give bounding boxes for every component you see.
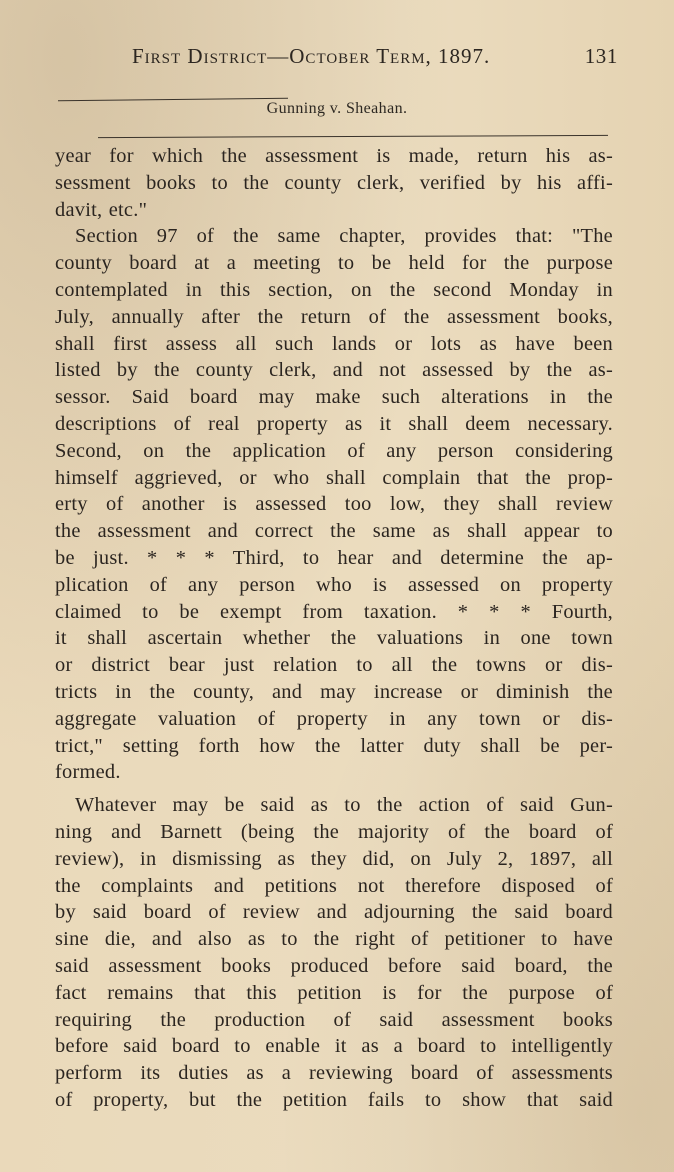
text-line: trict," setting forth how the latter duty shall be per- bbox=[55, 734, 613, 757]
text-line: formed. bbox=[55, 761, 121, 784]
text-line: July, annually after the return of the assessment books, bbox=[55, 305, 613, 328]
text-line: by said board of review and adjourning the said board bbox=[55, 901, 613, 924]
text-line: sessor. Said board may make such alterations in the bbox=[55, 386, 613, 409]
text-line: sessment books to the county clerk, verified by his affi- bbox=[55, 171, 613, 194]
text-line: shall first assess all such lands or lots as have been bbox=[55, 332, 613, 355]
paragraph-start-line: Section 97 of the same chapter, provides that: "The bbox=[75, 225, 613, 248]
text-line: county board at a meeting to be held for the purpose bbox=[55, 252, 613, 275]
case-title: Gunning v. Sheahan. bbox=[266, 100, 408, 117]
text-line: the assessment and correct the same as shall appear to bbox=[55, 520, 613, 543]
running-head bbox=[132, 44, 618, 74]
text-line: review), in dismissing as they did, on July 2, 1897, all bbox=[55, 847, 613, 870]
text-line: sine die, and also as to the right of petitioner to have bbox=[55, 928, 613, 951]
text-line: before said board to enable it as a board to intelligently bbox=[55, 1035, 613, 1058]
text-line: descriptions of real property as it shall deem necessary. bbox=[55, 412, 613, 435]
text-line: be just. * * * Third, to hear and determine the ap- bbox=[55, 546, 613, 569]
text-line: erty of another is assessed too low, they shall review bbox=[55, 493, 613, 516]
text-line: requiring the production of said assessment books bbox=[55, 1008, 613, 1031]
text-line: claimed to be exempt from taxation. * * * Fourth, bbox=[55, 600, 613, 623]
text-line: ning and Barnett (being the majority of the board of bbox=[55, 820, 613, 843]
text-line: himself aggrieved, or who shall complain that the prop- bbox=[55, 466, 613, 489]
text-line: it shall ascertain whether the valuations in one town bbox=[55, 627, 613, 650]
page-number: 131 bbox=[584, 44, 618, 68]
text-line: plication of any person who is assessed on property bbox=[55, 573, 613, 596]
text-line: or district bear just relation to all the towns or dis- bbox=[55, 654, 613, 677]
text-line: year for which the assessment is made, return his as- bbox=[55, 145, 613, 167]
header-rule-lower bbox=[98, 135, 608, 138]
text-line: aggregate valuation of property in any town or dis- bbox=[55, 707, 613, 730]
text-line: of property, but the petition fails to show that said bbox=[55, 1088, 613, 1111]
paragraph-start-line: Whatever may be said as to the action of said Gun- bbox=[75, 794, 613, 817]
text-line: davit, etc." bbox=[55, 198, 148, 221]
text-line: the complaints and petitions not therefore disposed of bbox=[55, 874, 613, 897]
text-line: tricts in the county, and may increase or diminish the bbox=[55, 680, 613, 703]
running-title: First District—October Term, 1897. bbox=[132, 44, 491, 68]
text-line: Second, on the application of any person considering bbox=[55, 439, 613, 462]
text-line: said assessment books produced before said board, the bbox=[55, 954, 613, 977]
text-line: fact remains that this petition is for the purpose of bbox=[55, 981, 613, 1004]
text-line: perform its duties as a reviewing board of assessments bbox=[55, 1062, 613, 1085]
text-line: contemplated in this section, on the second Monday in bbox=[55, 278, 613, 301]
body-text bbox=[55, 143, 613, 1114]
text-line: listed by the county clerk, and not assessed by the as- bbox=[55, 359, 613, 382]
